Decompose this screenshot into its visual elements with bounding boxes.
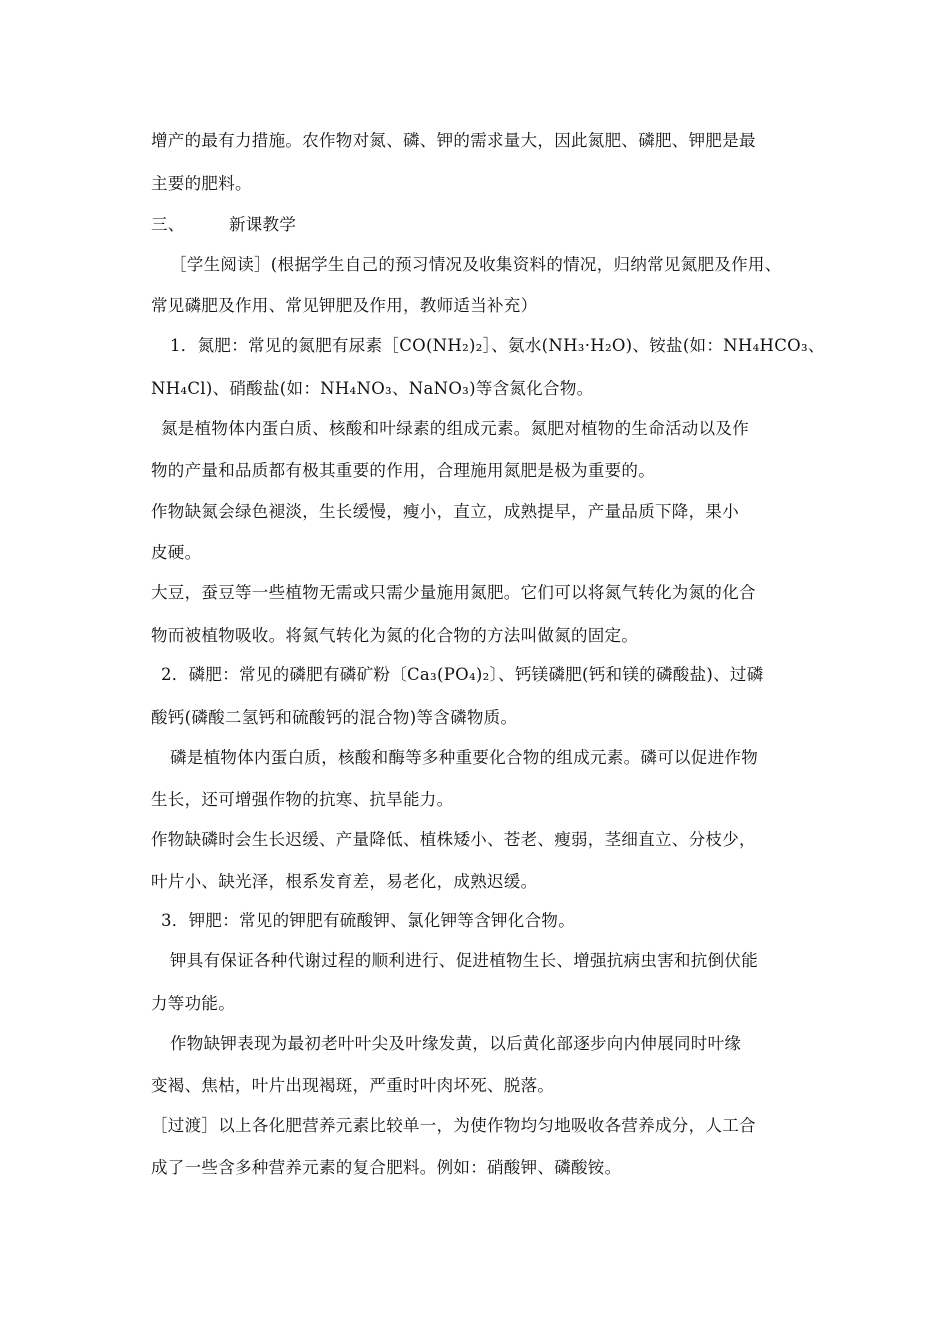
text-line: 3．钾肥：常见的钾肥有硫酸钾、氯化钾等含钾化合物。 bbox=[161, 911, 575, 930]
text-line: 叶片小、缺光泽，根系发育差，易老化，成熟迟缓。 bbox=[151, 872, 538, 891]
text-line: 物的产量和品质都有极其重要的作用，合理施用氮肥是极为重要的。 bbox=[151, 461, 655, 480]
text-line: 作物缺磷时会生长迟缓、产量降低、植株矮小、苍老、瘦弱，茎细直立、分枝少， bbox=[151, 830, 756, 849]
text-line: 物而被植物吸收。将氮气转化为氮的化合物的方法叫做氮的固定。 bbox=[151, 626, 639, 645]
text-line: 成了一些含多种营养元素的复合肥料。例如：硝酸钾、磷酸铵。 bbox=[151, 1158, 622, 1177]
text-line: ［过渡］以上各化肥营养元素比较单一，为使作物均匀地吸收各营养成分，人工合 bbox=[151, 1116, 756, 1135]
text-line: 变褐、焦枯，叶片出现褐斑，严重时叶肉坏死、脱落。 bbox=[151, 1076, 555, 1095]
text-line: 作物缺氮会绿色褪淡，生长缓慢，瘦小，直立，成熟提早，产量品质下降，果小 bbox=[151, 502, 739, 521]
text-line: 酸钙(磷酸二氢钙和硫酸钙的混合物)等含磷物质。 bbox=[151, 708, 518, 727]
text-line: 生长，还可增强作物的抗寒、抗旱能力。 bbox=[151, 790, 454, 809]
text-line: 大豆，蚕豆等一些植物无需或只需少量施用氮肥。它们可以将氮气转化为氮的化合 bbox=[151, 583, 756, 602]
text-line: 2．磷肥：常见的磷肥有磷矿粉〔Ca₃(PO₄)₂〕、钙镁磷肥(钙和镁的磷酸盐)、过磷 bbox=[161, 665, 764, 684]
text-line: NH₄Cl)、硝酸盐(如：NH₄NO₃、NaNO₃)等含氮化合物。 bbox=[151, 379, 594, 398]
text-line: 增产的最有力措施。农作物对氮、磷、钾的需求量大，因此氮肥、磷肥、钾肥是最 bbox=[151, 131, 756, 150]
text-line: 常见磷肥及作用、常见钾肥及作用，教师适当补充） bbox=[151, 296, 538, 315]
text-line: ［学生阅读］(根据学生自己的预习情况及收集资料的情况，归纳常见氮肥及作用、 bbox=[170, 255, 782, 274]
text-line: 钾具有保证各种代谢过程的顺利进行、促进植物生长、增强抗病虫害和抗倒伏能 bbox=[170, 951, 758, 970]
text-line: 皮硬。 bbox=[151, 543, 202, 562]
text-line: 力等功能。 bbox=[151, 994, 235, 1013]
section-heading: 三、 新课教学 bbox=[151, 215, 297, 234]
text-line: 氮是植物体内蛋白质、核酸和叶绿素的组成元素。氮肥对植物的生命活动以及作 bbox=[161, 419, 749, 438]
text-line: 磷是植物体内蛋白质，核酸和酶等多种重要化合物的组成元素。磷可以促进作物 bbox=[170, 748, 758, 767]
text-line: 1．氮肥：常见的氮肥有尿素［CO(NH₂)₂］、氨水(NH₃·H₂O)、铵盐(如：NH₄HCO₃、 bbox=[170, 336, 825, 355]
text-line: 主要的肥料。 bbox=[151, 174, 252, 193]
text-line: 作物缺钾表现为最初老叶叶尖及叶缘发黄，以后黄化部逐步向内伸展同时叶缘 bbox=[170, 1034, 742, 1053]
